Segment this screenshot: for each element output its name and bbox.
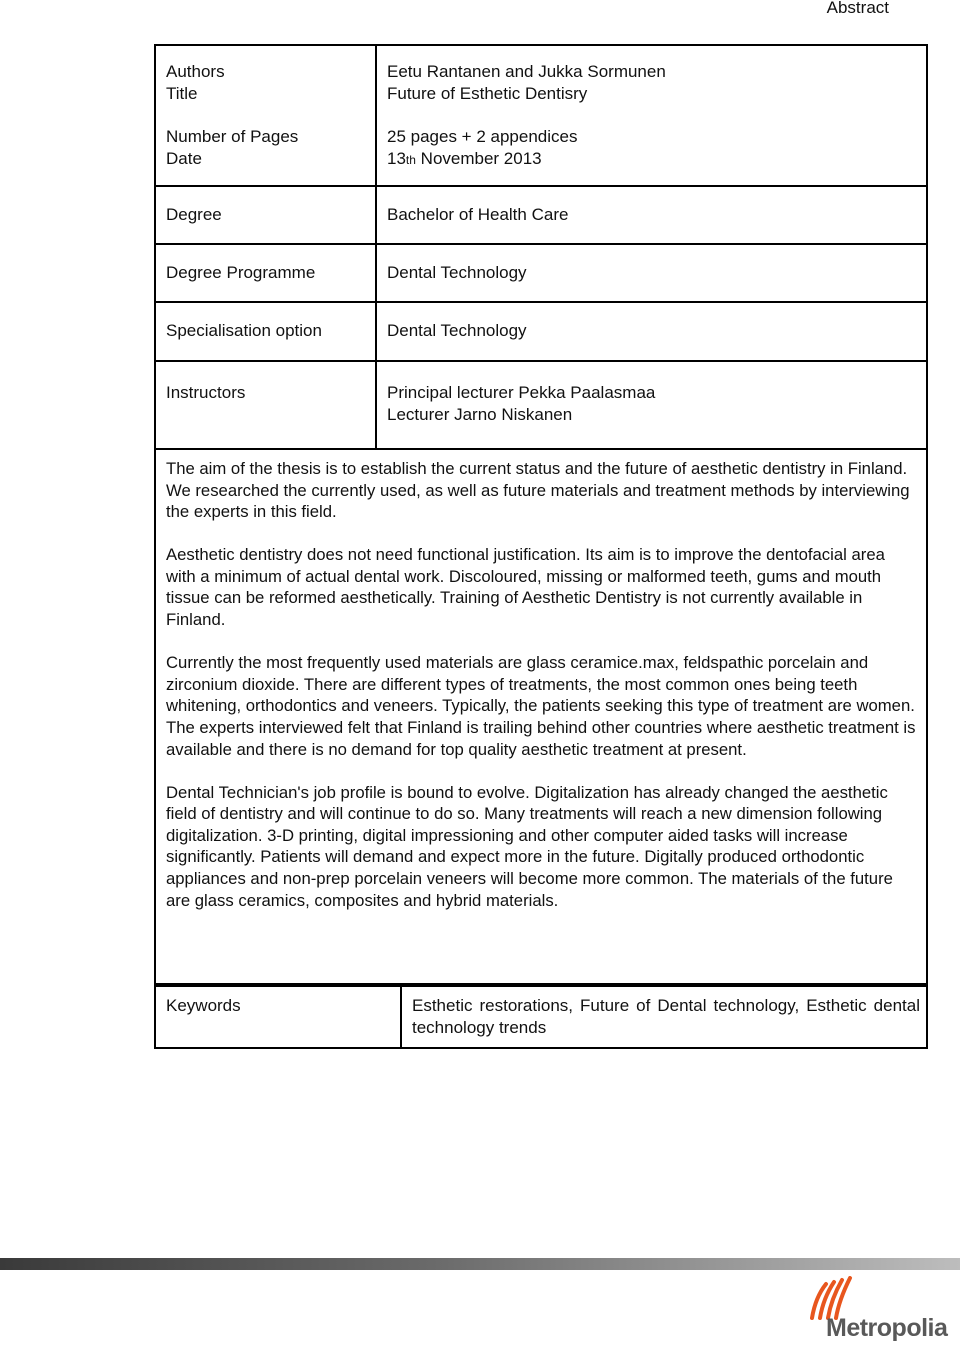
keywords-table (154, 985, 928, 1049)
value-degree-programme: Dental Technology (387, 263, 527, 282)
keywords-value: Esthetic restorations, Future of Dental technology, Esthetic dental technology trends (412, 996, 920, 1037)
label-instructors: Instructors (166, 383, 246, 402)
label-cell (156, 245, 377, 301)
page-header-label: Abstract (826, 0, 889, 17)
date-month-year: November 2013 (415, 149, 542, 168)
metropolia-logo (804, 1276, 954, 1346)
keywords-label-cell (156, 987, 402, 1047)
label-degree-programme: Degree Programme (166, 263, 316, 282)
row-authors-title-pages-date (156, 46, 928, 187)
value-degree: Bachelor of Health Care (387, 205, 569, 224)
value-title: Future of Esthetic Dentisry (387, 84, 588, 103)
value-instructor-2: Lecturer Jarno Niskanen (387, 405, 573, 424)
row-degree-programme (156, 245, 928, 303)
label-number-of-pages: Number of Pages (166, 127, 299, 146)
value-authors: Eetu Rantanen and Jukka Sormunen (387, 62, 666, 81)
value-cell (377, 362, 928, 448)
label-specialisation-option: Specialisation option (166, 321, 322, 340)
row-degree (156, 187, 928, 245)
value-instructor-1: Principal lecturer Pekka Paalasmaa (387, 383, 656, 402)
keywords-label: Keywords (166, 996, 241, 1015)
value-cell (377, 245, 928, 301)
label-authors: Authors (166, 62, 225, 81)
abstract-paragraph-2: Aesthetic dentistry does not need functional justification. Its aim is to improve the dentofacial area with a minimum of actual dental work. Discoloured, missing or malformed teeth, gums and mouth tissue can be reformed aesthetically. Training of Aesthetic Dentistry is not currently available in Finland. (166, 545, 885, 630)
value-cell (377, 46, 928, 185)
date-day: 13 (387, 149, 406, 168)
abstract-paragraph-3: Currently the most frequently used materials are glass ceramice.max, feldspathic porcelain and zirconium dioxide. There are different types of treatments, the most common ones being teeth whitening, orthodontics and veneers. Typically, the patients seeking this type of treatment are women. The experts interviewed felt that Finland is trailing behind other countries where aesthetic treatment is available and there is no demand for top quality aesthetic treatment at present. (166, 653, 916, 759)
row-specialisation (156, 303, 928, 362)
row-instructors (156, 362, 928, 450)
label-cell (156, 46, 377, 185)
label-cell (156, 303, 377, 360)
value-specialisation-option: Dental Technology (387, 321, 527, 340)
value-cell (377, 187, 928, 243)
label-cell (156, 362, 377, 448)
value-number-of-pages: 25 pages + 2 appendices (387, 127, 578, 146)
abstract-paragraph-4: Dental Technician's job profile is bound to evolve. Digitalization has already changed the aesthetic field of dentistry and will continue to do so. Many treatments will reach a new dimension following digitalization. 3-D printing, digital impressioning and other computer aided tasks will increase significantly. Patients will demand and expect more in the future. Digitally produced orthodontic appliances and non-prep porcelain veneers will become more common. The materials of the future are glass ceramics, composites and hybrid materials. (166, 782, 893, 910)
label-cell (156, 187, 377, 243)
label-date: Date (166, 149, 202, 168)
metropolia-logo-text: Metropolia (826, 1314, 948, 1342)
abstract-paragraph-1: The aim of the thesis is to establish the current status and the future of aesthetic dentistry in Finland. We researched the currently used, as well as future materials and treatment methods by interviewing the experts in this field. (166, 459, 910, 522)
footer-band (0, 1258, 960, 1270)
value-date (387, 148, 542, 171)
label-degree: Degree (166, 205, 222, 224)
abstract-body (166, 458, 918, 933)
date-ordinal-suffix: th (405, 153, 416, 167)
value-cell (377, 303, 928, 360)
abstract-info-table (154, 44, 928, 985)
label-title: Title (166, 84, 198, 103)
